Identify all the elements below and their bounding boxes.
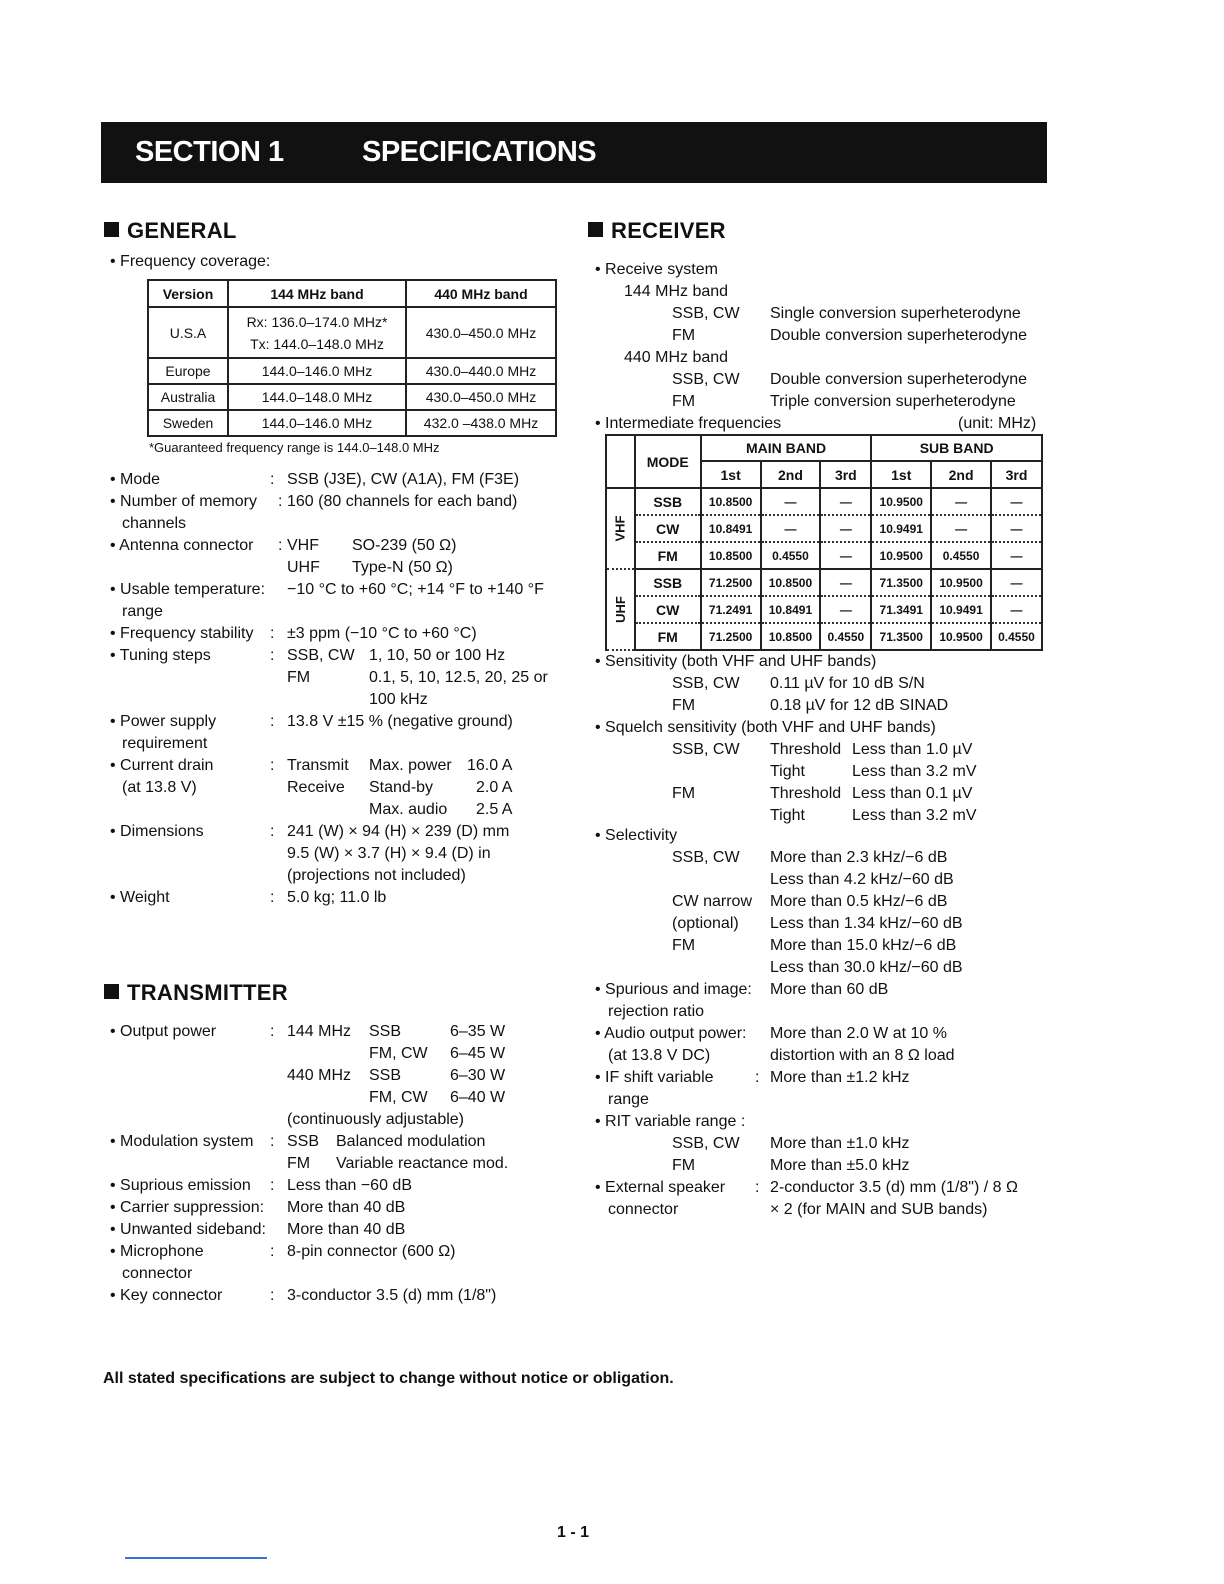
frequency-cell: 10.8500 xyxy=(761,623,821,650)
spec-text: • IF shift variable xyxy=(595,1069,714,1086)
spec-text: • Usable temperature: xyxy=(110,581,266,598)
spec-text: 144 MHz band xyxy=(624,283,729,300)
spec-text: : xyxy=(270,647,275,664)
table-row xyxy=(606,542,1042,569)
spec-text: Max. audio xyxy=(369,801,448,818)
spec-text: • Spurious and image: xyxy=(595,981,752,998)
spec-text: 3-conductor 3.5 (d) mm (1/8") xyxy=(287,1287,497,1304)
spec-text: More than 15.0 kHz/−6 dB xyxy=(770,937,957,954)
cell: 430.0–440.0 MHz xyxy=(406,358,556,384)
spec-text: SSB, CW xyxy=(672,741,740,758)
frequency-cell: 10.9500 xyxy=(931,569,991,596)
frequency-coverage-label: • Frequency coverage: xyxy=(110,253,271,270)
heading-text: TRANSMITTER xyxy=(127,980,288,1005)
table-footnote: *Guaranteed frequency range is 144.0–148.0 MHz xyxy=(149,440,440,455)
frequency-cell: 10.8491 xyxy=(701,515,761,542)
spec-text: Double conversion superheterodyne xyxy=(770,371,1028,388)
spec-text: 0.11 µV for 10 dB S/N xyxy=(770,675,925,692)
band-text: VHF xyxy=(612,515,628,542)
spec-text: : xyxy=(270,713,275,730)
mode-header: MODE xyxy=(635,435,701,488)
spec-text: Variable reactance mod. xyxy=(336,1155,509,1172)
spec-text: 160 (80 channels for each band) xyxy=(287,493,518,510)
order-header: 2nd xyxy=(931,461,991,488)
cell: 430.0–450.0 MHz xyxy=(406,384,556,410)
spec-text: More than 2.0 W at 10 % xyxy=(770,1025,947,1042)
section-header-bar xyxy=(101,122,1047,183)
order-header: 1st xyxy=(701,461,761,488)
cell: Australia xyxy=(148,384,228,410)
spec-text: 144 MHz xyxy=(287,1023,352,1040)
spec-text: SSB, CW xyxy=(672,1135,740,1152)
spec-text: 100 kHz xyxy=(369,691,428,708)
spec-text: • Frequency stability xyxy=(110,625,254,642)
band-label xyxy=(606,488,635,569)
spec-text: Less than 3.2 mV xyxy=(852,763,977,780)
spec-text: × 2 (for MAIN and SUB bands) xyxy=(770,1201,988,1218)
frequency-cell: — xyxy=(820,515,871,542)
heading-text: GENERAL xyxy=(127,218,237,243)
spec-text: Less than 4.2 kHz/−60 dB xyxy=(770,871,954,888)
spec-text: channels xyxy=(122,515,187,532)
spec-text: 2.5 A xyxy=(476,801,513,818)
spec-text: SSB xyxy=(369,1067,402,1084)
spec-text: SSB, CW xyxy=(672,675,740,692)
spec-text: 0.1, 5, 10, 12.5, 20, 25 or xyxy=(369,669,548,686)
frequency-cell: 10.8500 xyxy=(701,542,761,569)
frequency-cell: 71.3500 xyxy=(871,623,931,650)
spec-text: • External speaker xyxy=(595,1179,726,1196)
cell: 430.0–450.0 MHz xyxy=(406,307,556,358)
spec-text: SSB, CW xyxy=(672,371,740,388)
frequency-cell: 10.9500 xyxy=(931,623,991,650)
frequency-coverage-table xyxy=(147,279,557,437)
spec-text: SSB, CW xyxy=(672,849,740,866)
spec-text: VHF xyxy=(287,537,319,554)
spec-text: Tight xyxy=(770,807,805,824)
spec-text: UHF xyxy=(287,559,320,576)
col-header: 144 MHz band xyxy=(228,280,406,307)
spec-text: range xyxy=(608,1091,649,1108)
frequency-cell: — xyxy=(991,569,1042,596)
spec-text: 241 (W) × 94 (H) × 239 (D) mm xyxy=(287,823,510,840)
cell: 144.0–146.0 MHz xyxy=(228,410,406,436)
spec-text: • Dimensions xyxy=(110,823,204,840)
spec-text: Stand-by xyxy=(369,779,434,796)
frequency-cell: — xyxy=(761,515,821,542)
sub-band-header: SUB BAND xyxy=(871,435,1042,461)
transmitter-heading xyxy=(104,980,288,1006)
order-header: 3rd xyxy=(820,461,871,488)
spec-text: More than ±1.2 kHz xyxy=(770,1069,910,1086)
square-bullet-icon xyxy=(104,222,119,237)
spec-text: : xyxy=(270,1133,275,1150)
spec-text: (at 13.8 V) xyxy=(122,779,197,796)
frequency-cell: 0.4550 xyxy=(761,542,821,569)
spec-text: • Current drain xyxy=(110,757,214,774)
spec-text: Transmit xyxy=(287,757,349,774)
spec-text: SSB, CW xyxy=(287,647,355,664)
cell-line: Rx: 136.0–174.0 MHz* xyxy=(246,313,388,330)
spec-text: 440 MHz band xyxy=(624,349,729,366)
square-bullet-icon xyxy=(588,222,603,237)
spec-text: SSB xyxy=(287,1133,320,1150)
spec-text: • Audio output power: xyxy=(595,1025,747,1042)
band-label xyxy=(606,569,635,650)
cell: 432.0 –438.0 MHz xyxy=(406,410,556,436)
frequency-cell: — xyxy=(991,488,1042,515)
col-header: 440 MHz band xyxy=(406,280,556,307)
frequency-cell: 0.4550 xyxy=(991,623,1042,650)
receiver-heading xyxy=(588,218,726,244)
spec-text: FM xyxy=(287,1155,311,1172)
intermediate-frequency-table xyxy=(605,434,1043,651)
table-row xyxy=(148,410,556,436)
page-number: 1 - 1 xyxy=(557,1524,590,1541)
mode-cell: FM xyxy=(635,623,701,650)
spec-text: • Modulation system xyxy=(110,1133,254,1150)
frequency-cell: 71.2491 xyxy=(701,596,761,623)
table-row xyxy=(148,384,556,410)
cell: 144.0–146.0 MHz xyxy=(228,358,406,384)
spec-text: 6–45 W xyxy=(450,1045,506,1062)
spec-text: range xyxy=(122,603,163,620)
frequency-cell: — xyxy=(820,596,871,623)
mode-cell: SSB xyxy=(635,488,701,515)
frequency-cell: — xyxy=(991,542,1042,569)
spec-text: : xyxy=(270,823,275,840)
spec-text: (optional) xyxy=(672,915,739,932)
spec-text: 2-conductor 3.5 (d) mm (1/8") / 8 Ω xyxy=(770,1179,1018,1196)
spec-text: More than 40 dB xyxy=(287,1199,406,1216)
cell: Sweden xyxy=(148,410,228,436)
section-number: SECTION 1 xyxy=(135,136,284,168)
spec-text: 0.18 µV for 12 dB SINAD xyxy=(770,697,949,714)
spec-text: • Tuning steps xyxy=(110,647,211,664)
cell xyxy=(228,307,406,358)
spec-text: More than ±5.0 kHz xyxy=(770,1157,910,1174)
spec-text: • Weight xyxy=(110,889,170,906)
square-bullet-icon xyxy=(104,984,119,999)
spec-text: ±3 ppm (−10 °C to +60 °C) xyxy=(287,625,477,642)
table-row xyxy=(606,596,1042,623)
frequency-cell: 10.9500 xyxy=(871,542,931,569)
spec-text: requirement xyxy=(122,735,208,752)
spec-text: 9.5 (W) × 3.7 (H) × 9.4 (D) in xyxy=(287,845,491,862)
spec-text: : xyxy=(270,1243,275,1260)
spec-text: • Power supply xyxy=(110,713,217,730)
spec-text: Less than 1.0 µV xyxy=(852,741,973,758)
spec-text: 6–35 W xyxy=(450,1023,506,1040)
table-row xyxy=(148,307,556,358)
cell: U.S.A xyxy=(148,307,228,358)
cell: Europe xyxy=(148,358,228,384)
frequency-cell: 71.3491 xyxy=(871,596,931,623)
spec-text: More than 40 dB xyxy=(287,1221,406,1238)
spec-text: 2.0 A xyxy=(476,779,513,796)
spec-text: • RIT variable range : xyxy=(595,1113,746,1130)
spec-text: : xyxy=(755,1069,760,1086)
spec-text: distortion with an 8 Ω load xyxy=(770,1047,955,1064)
spec-text: More than 60 dB xyxy=(770,981,889,998)
frequency-cell: — xyxy=(820,488,871,515)
spec-text: : xyxy=(270,625,275,642)
spec-text: Single conversion superheterodyne xyxy=(770,305,1021,322)
spec-text: : xyxy=(270,889,275,906)
spec-text: FM xyxy=(672,937,696,954)
frequency-cell: 0.4550 xyxy=(931,542,991,569)
link-underline xyxy=(125,1557,267,1559)
spec-text: Threshold xyxy=(770,785,842,802)
frequency-cell: — xyxy=(761,488,821,515)
band-text: UHF xyxy=(612,596,628,623)
frequency-cell: 10.8491 xyxy=(761,596,821,623)
spec-text: Less than 3.2 mV xyxy=(852,807,977,824)
frequency-cell: 10.9491 xyxy=(931,596,991,623)
spec-text: • Unwanted sideband: xyxy=(110,1221,266,1238)
spec-text: Threshold xyxy=(770,741,842,758)
spec-text: connector xyxy=(122,1265,193,1282)
spec-text: SSB, CW xyxy=(672,305,740,322)
spec-text: (continuously adjustable) xyxy=(287,1111,464,1128)
spec-text: FM, CW xyxy=(369,1089,428,1106)
spec-text: : xyxy=(755,1179,760,1196)
disclaimer-notice: All stated specifications are subject to change without notice or obligation. xyxy=(103,1370,674,1387)
spec-text: More than ±1.0 kHz xyxy=(770,1135,910,1152)
spec-text: • Key connector xyxy=(110,1287,223,1304)
spec-text: : xyxy=(270,1023,275,1040)
frequency-cell: 10.9491 xyxy=(871,515,931,542)
mode-cell: CW xyxy=(635,515,701,542)
spec-text: 5.0 kg; 11.0 lb xyxy=(287,889,387,906)
spec-text: FM, CW xyxy=(369,1045,428,1062)
frequency-cell: 71.2500 xyxy=(701,569,761,596)
spec-text: (at 13.8 V DC) xyxy=(608,1047,711,1064)
table-row xyxy=(606,515,1042,542)
spec-text: FM xyxy=(672,1157,696,1174)
frequency-cell: — xyxy=(991,515,1042,542)
main-band-header: MAIN BAND xyxy=(701,435,872,461)
band-header xyxy=(606,435,635,488)
spec-text: FM xyxy=(672,697,696,714)
spec-text: • Microphone xyxy=(110,1243,204,1260)
spec-text: 8-pin connector (600 Ω) xyxy=(287,1243,456,1260)
spec-text: Receive xyxy=(287,779,345,796)
table-row xyxy=(148,358,556,384)
spec-text: FM xyxy=(672,393,696,410)
frequency-cell: — xyxy=(931,515,991,542)
spec-text: FM xyxy=(287,669,311,686)
spec-text: • Suprious emission xyxy=(110,1177,251,1194)
spec-text: 1, 10, 50 or 100 Hz xyxy=(369,647,506,664)
spec-text: Max. power xyxy=(369,757,452,774)
spec-text: FM xyxy=(672,327,696,344)
cell-line: Tx: 144.0–148.0 MHz xyxy=(250,335,384,352)
frequency-cell: 10.8500 xyxy=(701,488,761,515)
spec-text: (projections not included) xyxy=(287,867,466,884)
spec-text: • Receive system xyxy=(595,261,718,278)
spec-text: 6–30 W xyxy=(450,1067,506,1084)
spec-text: • Selectivity xyxy=(595,827,678,844)
spec-text: Tight xyxy=(770,763,805,780)
spec-text: rejection ratio xyxy=(608,1003,705,1020)
spec-text: (unit: MHz) xyxy=(958,415,1037,432)
spec-text: More than 2.3 kHz/−6 dB xyxy=(770,849,948,866)
mode-cell: CW xyxy=(635,596,701,623)
frequency-cell: — xyxy=(820,542,871,569)
spec-text: • Output power xyxy=(110,1023,217,1040)
frequency-cell: 10.8500 xyxy=(761,569,821,596)
frequency-cell: — xyxy=(820,569,871,596)
spec-text: Less than −60 dB xyxy=(287,1177,412,1194)
frequency-cell: 0.4550 xyxy=(820,623,871,650)
frequency-cell: 10.9500 xyxy=(871,488,931,515)
mode-cell: SSB xyxy=(635,569,701,596)
spec-text: Triple conversion superheterodyne xyxy=(770,393,1016,410)
spec-text: FM xyxy=(672,785,696,802)
spec-text: CW narrow xyxy=(672,893,753,910)
spec-text: : xyxy=(270,1177,275,1194)
spec-text: • Squelch sensitivity (both VHF and UHF bands) xyxy=(595,719,936,736)
general-heading xyxy=(104,218,237,244)
frequency-cell: 71.3500 xyxy=(871,569,931,596)
spec-text: Double conversion superheterodyne xyxy=(770,327,1028,344)
section-title: SPECIFICATIONS xyxy=(362,136,597,168)
spec-text: • Carrier suppression: xyxy=(110,1199,265,1216)
spec-text: • Mode xyxy=(110,471,161,488)
spec-text: : xyxy=(278,493,283,510)
spec-text: : xyxy=(270,471,275,488)
spec-text: • Number of memory xyxy=(110,493,257,510)
frequency-cell: — xyxy=(991,596,1042,623)
spec-text: SSB (J3E), CW (A1A), FM (F3E) xyxy=(287,471,520,488)
spec-text: More than 0.5 kHz/−6 dB xyxy=(770,893,948,910)
spec-text: Balanced modulation xyxy=(336,1133,486,1150)
spec-text: Less than 0.1 µV xyxy=(852,785,973,802)
order-header: 3rd xyxy=(991,461,1042,488)
spec-text: Less than 1.34 kHz/−60 dB xyxy=(770,915,963,932)
spec-text: : xyxy=(270,1287,275,1304)
cell: 144.0–148.0 MHz xyxy=(228,384,406,410)
spec-text: : xyxy=(278,537,283,554)
table-row xyxy=(606,623,1042,650)
table-row xyxy=(606,569,1042,596)
spec-text: Type-N (50 Ω) xyxy=(352,559,453,576)
spec-text: 440 MHz xyxy=(287,1067,352,1084)
spec-text: • Intermediate frequencies xyxy=(595,415,782,432)
spec-text: SSB xyxy=(369,1023,402,1040)
spec-text: connector xyxy=(608,1201,679,1218)
spec-text: 6–40 W xyxy=(450,1089,506,1106)
spec-text: −10 °C to +60 °C; +14 °F to +140 °F xyxy=(287,581,544,598)
spec-text: • Antenna connector xyxy=(110,537,254,554)
mode-cell: FM xyxy=(635,542,701,569)
order-header: 2nd xyxy=(761,461,821,488)
frequency-cell: — xyxy=(931,488,991,515)
spec-text: SO-239 (50 Ω) xyxy=(352,537,457,554)
table-row xyxy=(606,488,1042,515)
frequency-cell: 71.2500 xyxy=(701,623,761,650)
order-header: 1st xyxy=(871,461,931,488)
spec-text: • Sensitivity (both VHF and UHF bands) xyxy=(595,653,877,670)
spec-text: Less than 30.0 kHz/−60 dB xyxy=(770,959,963,976)
spec-text: 13.8 V ±15 % (negative ground) xyxy=(287,713,513,730)
col-header: Version xyxy=(148,280,228,307)
spec-text: : xyxy=(270,757,275,774)
heading-text: RECEIVER xyxy=(611,218,726,243)
spec-text: 16.0 A xyxy=(467,757,513,774)
